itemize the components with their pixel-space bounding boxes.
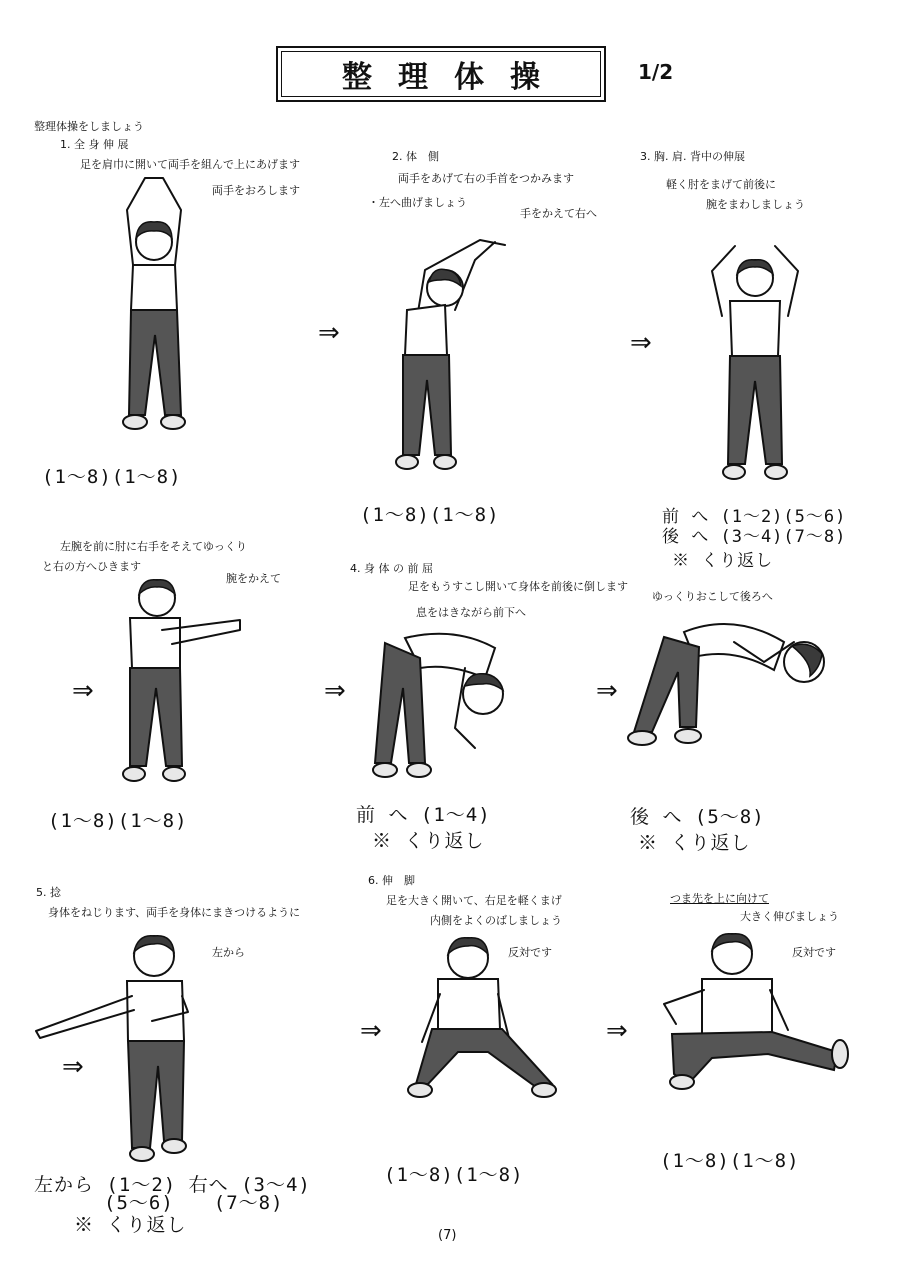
ex3-count-forward: 前 へ (1～2)(5～6) xyxy=(662,507,847,527)
ex2-text1: 両手をあげて右の手首をつかみます xyxy=(398,172,574,185)
arrow-1: ⇒ xyxy=(318,318,340,348)
ex3b-text1: 左腕を前に肘に右手をそえてゆっくり xyxy=(60,540,247,553)
ex4-figure-illustration xyxy=(365,628,525,788)
ex4b-text1: ゆっくりおこして後ろへ xyxy=(652,590,773,603)
ex4-count: 前 へ (1～4) xyxy=(356,804,491,826)
ex6-text2: 内側をよくのばしましょう xyxy=(430,914,562,927)
arrow-6: ⇒ xyxy=(62,1052,84,1082)
ex3-figure-illustration xyxy=(700,236,810,486)
ex6-text1: 足を大きく開いて、右足を軽くまげ xyxy=(386,894,562,907)
ex3-repeat: ※ くり返し xyxy=(672,551,774,571)
ex3-text2: 腕をまわしましょう xyxy=(706,198,805,211)
ex6b-figure-illustration xyxy=(652,924,852,1094)
ex4b-count: 後 へ (5～8) xyxy=(630,806,765,828)
ex4-repeat: ※ くり返し xyxy=(372,830,485,852)
ex4-text2: 息をはきながら前下へ xyxy=(416,606,526,619)
ex6b-count: (1～8)(1～8) xyxy=(660,1150,800,1172)
ex3b-text3: 腕をかえて xyxy=(226,572,281,585)
ex3-text1: 軽く肘をまげて前後に xyxy=(666,178,776,191)
ex4-text1: 足をもうすこし開いて身体を前後に倒します xyxy=(408,580,628,593)
ex6-text3: 反対です xyxy=(508,946,552,959)
ex5-text1: 身体をねじります、両手を身体にまきつけるように xyxy=(48,906,301,919)
ex3b-text2: と右の方へひきます xyxy=(42,560,141,573)
ex5-repeat: ※ くり返し xyxy=(74,1214,187,1236)
page-fraction: 1/2 xyxy=(638,60,674,84)
ex1-text1: 足を肩巾に開いて両手を組んで上にあげます xyxy=(80,158,300,171)
ex3b-count: (1～8)(1～8) xyxy=(48,810,188,832)
ex6b-text3: 反対です xyxy=(792,946,836,959)
ex5-heading: 5. 捻 xyxy=(36,886,61,899)
ex6-heading: 6. 伸 脚 xyxy=(368,874,415,887)
ex2-count: (1～8)(1～8) xyxy=(360,504,500,526)
ex6-count: (1～8)(1～8) xyxy=(384,1164,524,1186)
ex1-heading: 1. 全 身 伸 展 xyxy=(60,138,129,151)
ex2-heading: 2. 体 側 xyxy=(392,150,439,163)
ex6-figure-illustration xyxy=(402,934,562,1104)
ex4b-repeat: ※ くり返し xyxy=(638,832,751,854)
arrow-2: ⇒ xyxy=(630,328,652,358)
ex5-count-row2: (5～6) (7～8) xyxy=(104,1192,284,1214)
page-title: 整理体操 xyxy=(342,60,566,95)
ex5-count-row1: 左から (1～2) 右へ (3～4) xyxy=(34,1174,311,1196)
arrow-7: ⇒ xyxy=(360,1016,382,1046)
intro-text: 整理体操をしましょう xyxy=(34,120,144,133)
page-number: (7) xyxy=(438,1228,457,1243)
ex4-heading: 4. 身 体 の 前 屈 xyxy=(350,562,433,575)
arrow-3: ⇒ xyxy=(72,676,94,706)
arrow-4: ⇒ xyxy=(324,676,346,706)
ex2-figure-illustration xyxy=(385,230,525,480)
ex6b-text1: つま先を上に向けて xyxy=(670,892,769,905)
ex2-text2: ・左へ曲げましょう xyxy=(368,196,467,209)
arrow-8: ⇒ xyxy=(606,1016,628,1046)
ex4b-figure-illustration xyxy=(624,612,834,752)
arrow-5: ⇒ xyxy=(596,676,618,706)
ex5-text2: 左から xyxy=(212,946,245,959)
ex6b-text2: 大きく伸びましょう xyxy=(740,910,839,923)
ex3b-figure-illustration xyxy=(112,568,252,788)
ex3-heading: 3. 胸. 肩. 背中の伸展 xyxy=(640,150,745,163)
ex1-text2: 両手をおろします xyxy=(212,184,300,197)
title-box xyxy=(276,46,606,102)
ex3-count-backward: 後 へ (3～4)(7～8) xyxy=(662,527,847,547)
ex1-figure-illustration xyxy=(105,170,205,440)
ex1-count: (1～8)(1～8) xyxy=(42,466,182,488)
ex5-figure-illustration xyxy=(32,926,202,1166)
ex2-text3: 手をかえて右へ xyxy=(520,207,597,220)
